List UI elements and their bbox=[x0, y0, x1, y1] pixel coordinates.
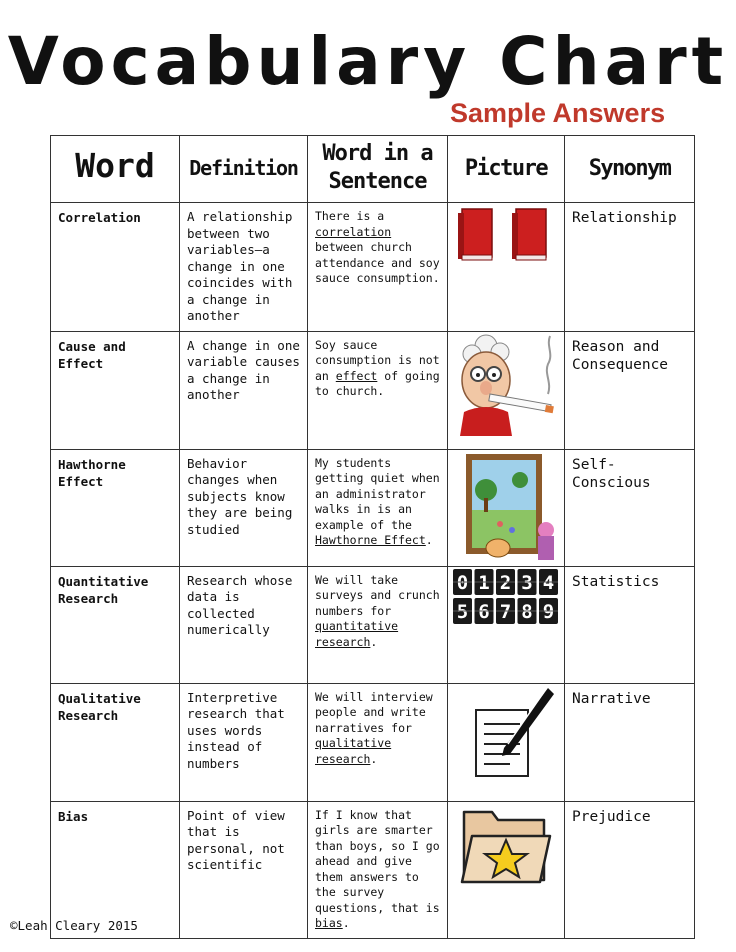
definition-cell: Interpretive research that uses words instead of numbers bbox=[180, 683, 308, 801]
synonym-cell: Narrative bbox=[565, 683, 695, 801]
sentence-cell: Soy sauce consumption is not an effect of going to church. bbox=[308, 331, 448, 449]
picture-cell bbox=[448, 449, 565, 566]
sentence-vocab-term: qualitative research bbox=[315, 736, 392, 766]
table-row bbox=[51, 203, 695, 332]
sentence-cell: My students getting quiet when an administrator walks in is an example of the Hawthorne Effect. bbox=[308, 449, 448, 566]
sentence-vocab-term: correlation bbox=[315, 224, 392, 239]
definition-cell: A relationship between two variables—a change in one coincides with a change in another bbox=[180, 203, 308, 332]
word-cell: Hawthorne Effect bbox=[51, 449, 180, 566]
word-cell: Quantitative Research bbox=[51, 566, 180, 683]
definition-cell: Behavior changes when subjects know they are being studied bbox=[180, 449, 308, 566]
sentence-vocab-term: Hawthorne Effect bbox=[315, 533, 426, 547]
sentence-vocab-term: effect bbox=[335, 368, 378, 383]
word-cell: Bias bbox=[51, 801, 180, 938]
sentence-cell: We will interview people and write narratives for qualitative research. bbox=[308, 683, 448, 801]
two-red-books-icon bbox=[456, 203, 556, 263]
counter-digit: 8 bbox=[521, 600, 533, 623]
sentence-cell: If I know that girls are smarter than boys, so I go ahead and give them answers to the survey questions, that is bias. bbox=[308, 801, 448, 938]
picture-cell bbox=[448, 801, 565, 938]
picture-cell bbox=[448, 683, 565, 801]
table-row bbox=[51, 331, 695, 449]
picture-cell bbox=[448, 203, 565, 332]
definition-cell: A change in one variable causes a change in another bbox=[180, 331, 308, 449]
counter-digit: 5 bbox=[456, 600, 469, 623]
word-cell: Qualitative Research bbox=[51, 683, 180, 801]
counter-digit: 2 bbox=[499, 571, 512, 594]
word-cell: Correlation bbox=[51, 203, 180, 332]
definition-cell: Research whose data is collected numerically bbox=[180, 566, 308, 683]
synonym-cell: Self-Conscious bbox=[565, 449, 695, 566]
sentence-cell: There is a correlation between church attendance and soy sauce consumption. bbox=[308, 203, 448, 332]
sentence-vocab-term: bias bbox=[315, 916, 343, 930]
definition-cell: Point of view that is personal, not scientific bbox=[180, 801, 308, 938]
counter-digit: 6 bbox=[478, 600, 490, 623]
header-definition: Definition bbox=[180, 136, 308, 203]
synonym-cell: Prejudice bbox=[565, 801, 695, 938]
subtitle: Sample Answers bbox=[450, 98, 666, 128]
counter-digit: 7 bbox=[499, 600, 512, 623]
counter-digit: 4 bbox=[542, 571, 555, 594]
header-row bbox=[51, 136, 695, 203]
window-observer-icon bbox=[454, 450, 558, 562]
star-folder-icon bbox=[456, 802, 556, 888]
number-counter-icon bbox=[451, 567, 561, 627]
synonym-cell: Reason and Consequence bbox=[565, 331, 695, 449]
table-row bbox=[51, 566, 695, 683]
header-picture: Picture bbox=[448, 136, 565, 203]
sentence-cell: We will take surveys and crunch numbers for quantitative research. bbox=[308, 566, 448, 683]
copyright-footer: ©Leah Cleary 2015 bbox=[10, 918, 138, 933]
page-title: Vocabulary Chart bbox=[7, 23, 729, 100]
pen-and-paper-icon bbox=[454, 684, 558, 784]
grandma-smoking-icon bbox=[450, 332, 562, 440]
picture-cell bbox=[448, 566, 565, 683]
counter-digit: 3 bbox=[521, 571, 533, 594]
header-word: Word bbox=[51, 136, 180, 203]
counter-digit: 1 bbox=[478, 571, 490, 594]
synonym-cell: Statistics bbox=[565, 566, 695, 683]
header-sentence: Word in a Sentence bbox=[308, 136, 448, 203]
vocabulary-table bbox=[50, 135, 695, 939]
picture-cell bbox=[448, 331, 565, 449]
counter-digit: 0 bbox=[456, 571, 469, 594]
table-row bbox=[51, 449, 695, 566]
table-row bbox=[51, 801, 695, 938]
sentence-vocab-term: quantitative research bbox=[315, 619, 399, 649]
word-cell: Cause and Effect bbox=[51, 331, 180, 449]
counter-digit: 9 bbox=[542, 600, 555, 623]
header-synonym: Synonym bbox=[565, 136, 695, 203]
synonym-cell: Relationship bbox=[565, 203, 695, 332]
table-row bbox=[51, 683, 695, 801]
